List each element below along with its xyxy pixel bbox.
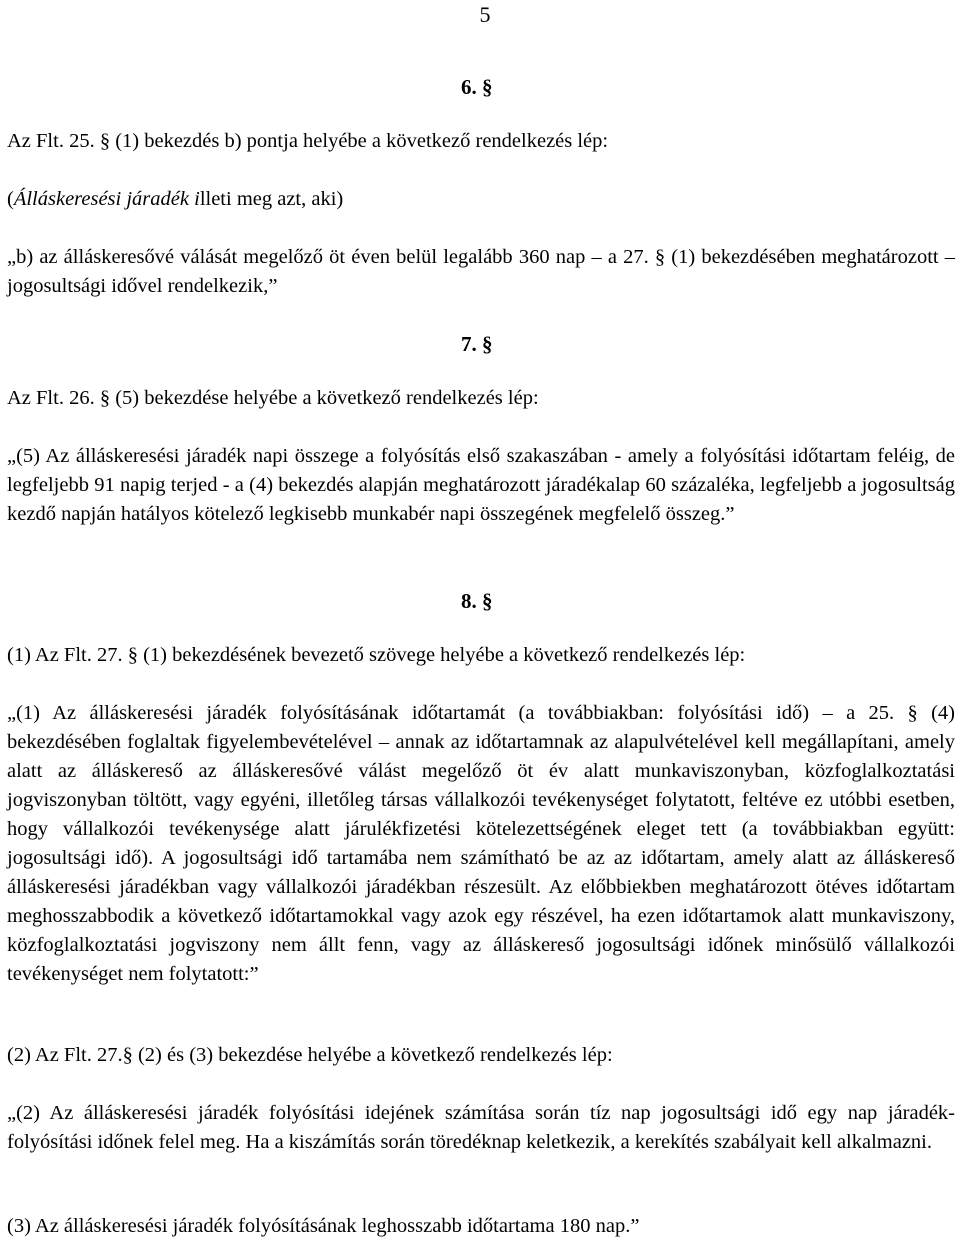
section-6-context	[7, 185, 955, 214]
context-open-paren: (	[7, 188, 14, 210]
section-6-heading: 6. §	[461, 75, 493, 99]
section-7-intro: Az Flt. 26. § (5) bekezdése helyébe a következő rendelkezés lép:	[7, 387, 539, 409]
section-6-quote: „b) az álláskeresővé válását megelőző öt éven belül legalább 360 nap – a 27. § (1) bekezdésében meghatározott – jogosultsági idővel rendelkezik,”	[7, 246, 955, 297]
section-8-quote-3: (3) Az álláskeresési járadék folyósításának leghosszabb időtartama 180 nap.”	[7, 1215, 640, 1237]
section-8-quote-1: „(1) Az álláskeresési járadék folyósításának időtartamát (a továbbiakban: folyósítási idő) – a 25. § (4) bekezdésében foglaltak figyelembevételével – annak az időtartamnak az alapulvételével kell megállapítani, amely alatt az álláskereső az álláskeresővé válást megelőző öt év alatt munkaviszonyban, közfoglalkoztatási jogviszonyban töltött, vagy egyéni, illetőleg társas vállalkozói tevékenységet folytatott, feltéve ez utóbbi esetben, hogy vállalkozói tevékenysége alatt járulékfizetési kötelezettségének eleget tett (a továbbiakban együtt: jogosultsági idő). A jogosultsági idő tartamába nem számítható be az az időtartam, amely alatt az álláskereső álláskeresési járadékban vagy vállalkozói járadékban részesült. Az előbbiekben meghatározott ötéves időtartam meghosszabbodik a következő időtartamokkal vagy azok egy részével, ha ezen időtartamok alatt munkaviszony, közfoglalkoztatási jogviszony nem állt fenn, vagy az álláskereső jogosultsági időnek minősülő vállalkozói tevékenységet nem folytatott:”	[7, 702, 955, 985]
section-6-intro: Az Flt. 25. § (1) bekezdés b) pontja helyébe a következő rendelkezés lép:	[7, 130, 609, 152]
section-8-quote-2: „(2) Az álláskeresési járadék folyósítási idejének számítása során tíz nap jogosultsági idő egy nap járadék-folyósítási időnek felel meg. Ha a kiszámítás során töredéknap keletkezik, a kerekítés szabályait kell alkalmazni.	[7, 1102, 955, 1153]
section-7-quote: „(5) Az álláskeresési járadék napi összege a folyósítás első szakaszában - amely a folyósítási időtartam feléig, de legfeljebb 91 napig terjed - a (4) bekezdés alapján meghatározott járadékalap 60 százaléka, legfeljebb a jogosultság kezdő napján hatályos kötelező legkisebb munkabér napi összegének megfelelő összeg.”	[7, 445, 955, 525]
section-8-intro-2: (2) Az Flt. 27.§ (2) és (3) bekezdése helyébe a következő rendelkezés lép:	[7, 1044, 613, 1066]
context-rest-text: lleti meg azt, aki)	[199, 188, 344, 210]
section-7-heading: 7. §	[461, 332, 493, 356]
section-8-intro-1: (1) Az Flt. 27. § (1) bekezdésének bevezető szövege helyébe a következő rendelkezés lép:	[7, 644, 746, 666]
page-number: 5	[479, 2, 491, 27]
section-8-heading: 8. §	[461, 589, 493, 613]
context-italic-text: Álláskeresési járadék i	[13, 188, 200, 210]
